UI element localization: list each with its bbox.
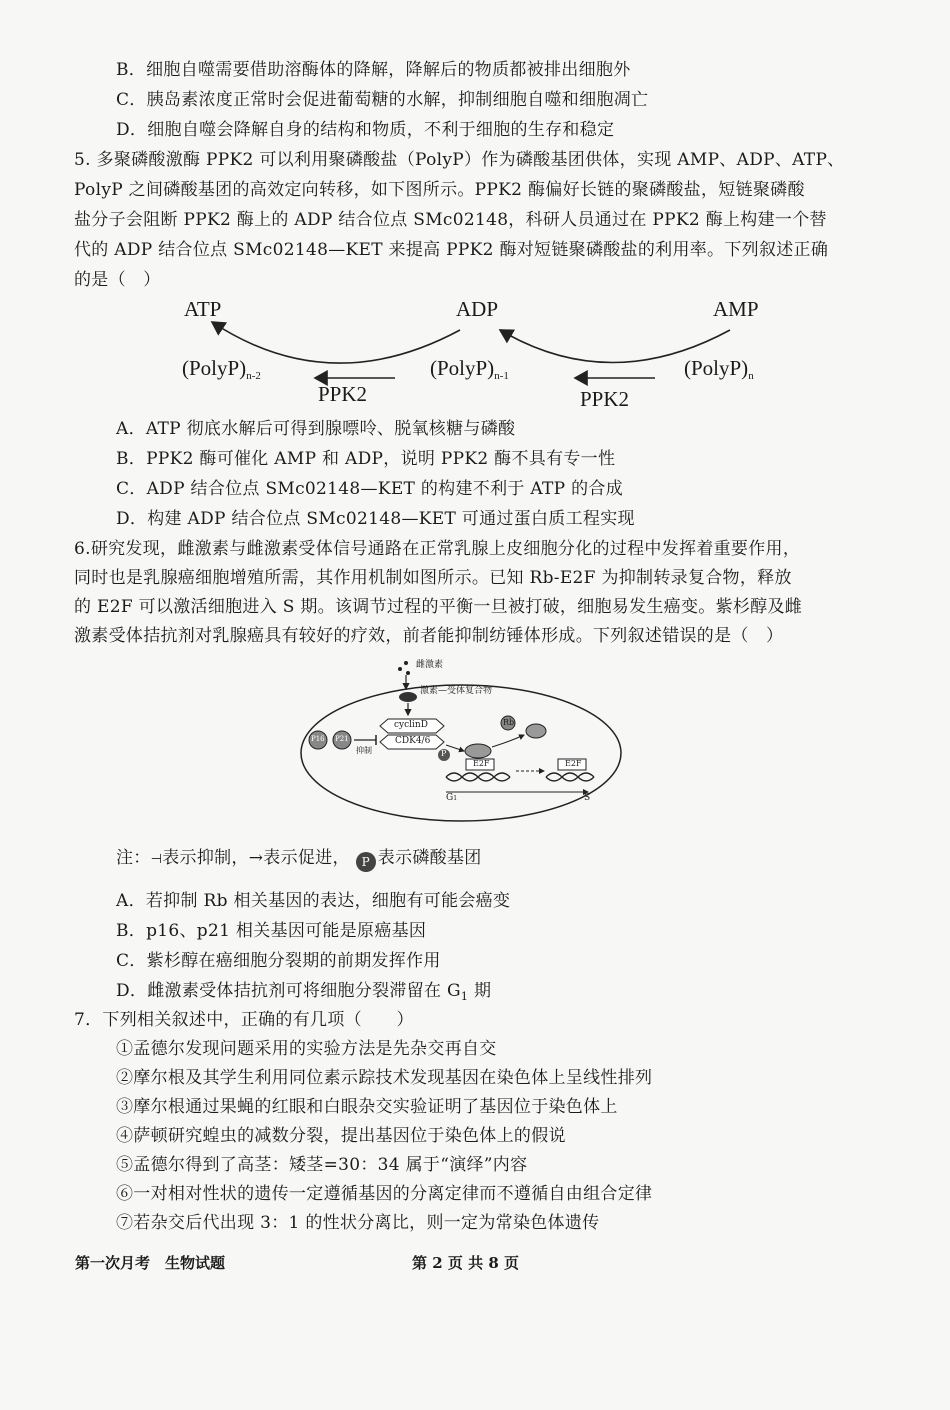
q4-option-b: B．细胞自噬需要借助溶酶体的降解，降解后的物质都被排出细胞外 — [116, 60, 631, 80]
ppk2-right-label: PPK2 — [580, 387, 630, 411]
atp-label: ATP — [184, 297, 222, 321]
p-label: P — [441, 749, 447, 758]
e2f-label-right: E2F — [565, 759, 582, 768]
polyp-n1-label: $(PolyP)_{n-1}$ — [430, 356, 509, 382]
polyp-n-label: $(PolyP)_n$ — [684, 356, 754, 382]
q5-option-a: A．ATP 彻底水解后可得到腺嘌呤、脱氧核糖与磷酸 — [116, 419, 516, 439]
q5-stem-line-1: 5. 多聚磷酸激酶 PPK2 可以利用聚磷酸盐（PolyP）作为磷酸基团供体，实现 AMP、ADP、ATP、 — [74, 150, 845, 170]
footer-exam-title: 第一次月考 生物试题 — [75, 1254, 226, 1272]
dna-left-b — [446, 773, 510, 781]
p21-label: P21 — [335, 735, 349, 743]
adp-label: ADP — [456, 297, 499, 321]
s-label: S — [584, 793, 591, 803]
q5-stem-line-2: PolyP 之间磷酸基团的高效定向转移，如下图所示。PPK2 酶偏好长链的聚磷酸盐，短链聚磷酸 — [74, 180, 805, 200]
q6-option-a: A．若抑制 Rb 相关基因的表达，细胞有可能会癌变 — [116, 891, 511, 911]
q7-item-2: ②摩尔根及其学生利用同位素示踪技术发现基因在染色体上呈线性排列 — [116, 1068, 653, 1088]
q6-stem-line-2: 同时也是乳腺癌细胞增殖所需，其作用机制如图所示。已知 Rb-E2F 为抑制转录复合物，释放 — [74, 568, 792, 588]
cdk-label: CDK4/6 — [395, 736, 431, 746]
q7-item-3: ③摩尔根通过果蝇的红眼和白眼杂交实验证明了基因位于染色体上 — [116, 1097, 618, 1117]
q7-item-7: ⑦若杂交后代出现 3：1 的性状分离比，则一定为常染色体遗传 — [116, 1213, 600, 1233]
hormone-dot — [398, 667, 402, 671]
q6-stem-line-1: 6.研究发现，雌激素与雌激素受体信号通路在正常乳腺上皮细胞分化的过程中发挥着重要作用， — [74, 539, 801, 559]
p16-label: P16 — [311, 735, 325, 743]
q6-option-b: B．p16、p21 相关基因可能是原癌基因 — [116, 921, 427, 941]
estrogen-pathway-figure — [296, 655, 626, 830]
q7-item-1: ①孟德尔发现问题采用的实验方法是先杂交再自交 — [116, 1039, 497, 1059]
q6-stem-line-4: 激素受体拮抗剂对乳腺癌具有较好的疗效，前者能抑制纺锤体形成。下列叙述错误的是（ ） — [74, 626, 784, 646]
dna-right-b — [546, 773, 594, 781]
q7-item-4: ④萨顿研究蝗虫的减数分裂，提出基因位于染色体上的假说 — [116, 1126, 566, 1146]
complex-label: 激素—受体复合物 — [420, 686, 493, 696]
inhibit-symbol-icon: ⊣ — [150, 852, 163, 867]
receptor-complex — [399, 692, 417, 702]
cdk-arrow — [446, 745, 464, 751]
q6-option-d: D．雌激素受体拮抗剂可将细胞分裂滞留在 $G_1$ 期 — [116, 981, 492, 1003]
q5-stem-line-5: 的是（ ） — [74, 270, 161, 290]
hormone-dot — [404, 661, 408, 665]
rb-e2f-complex — [465, 744, 491, 758]
amp-label: AMP — [713, 297, 759, 321]
q4-option-d: D．细胞自噬会降解自身的结构和物质，不利于细胞的生存和稳定 — [116, 120, 615, 140]
q5-option-c: C．ADP 结合位点 SMc02148—KET 的构建不利于 ATP 的合成 — [116, 479, 623, 499]
phosphate-icon: P — [356, 852, 376, 872]
q5-stem-line-4: 代的 ADP 结合位点 SMc02148—KET 来提高 PPK2 酶对短链聚磷酸盐的利用率。下列叙述正确 — [74, 240, 829, 260]
cyclind-label: cyclinD — [394, 720, 428, 730]
q7-stem: 7．下列相关叙述中，正确的有几项（ ） — [74, 1010, 414, 1030]
q7-item-6: ⑥一对相对性状的遗传一定遵循基因的分离定律而不遵循自由组合定律 — [116, 1184, 653, 1204]
q6-option-c: C．紫杉醇在癌细胞分裂期的前期发挥作用 — [116, 951, 441, 971]
q4-option-c: C．胰岛素浓度正常时会促进葡萄糖的水解，抑制细胞自噬和细胞凋亡 — [116, 90, 649, 110]
g1-label: G1 — [446, 793, 458, 803]
q5-option-d: D．构建 ADP 结合位点 SMc02148—KET 可通过蛋白质工程实现 — [116, 509, 635, 529]
rb-label: Rb — [503, 718, 515, 727]
release-arrow — [492, 735, 524, 747]
q5-option-b: B．PPK2 酶可催化 AMP 和 ADP，说明 PPK2 酶不具有专一性 — [116, 449, 616, 469]
q7-item-5: ⑤孟德尔得到了高茎：矮茎=30：34 属于“演绎”内容 — [116, 1155, 528, 1175]
q6-stem-line-3: 的 E2F 可以激活细胞进入 S 期。该调节过程的平衡一旦被打破，细胞易发生癌变。紫杉醇及雌 — [74, 597, 803, 617]
dna-right — [546, 773, 594, 781]
e2f-label-left: E2F — [473, 759, 490, 768]
cell-membrane — [301, 685, 621, 821]
q5-stem-line-3: 盐分子会阻断 PPK2 酶上的 ADP 结合位点 SMc02148，科研人员通过在 PPK2 酶上构建一个替 — [74, 210, 827, 230]
polyp-n2-label: $(PolyP)_{n-2}$ — [182, 356, 261, 382]
footer-page-number: 第 2 页 共 8 页 — [412, 1254, 519, 1272]
inhibit-label: 抑制 — [356, 746, 372, 755]
hormone-dot — [406, 671, 410, 675]
hormone-label: 雌激素 — [416, 660, 444, 670]
ppk2-left-label: PPK2 — [318, 382, 368, 406]
q6-note: 注：⊣表示抑制，→表示促进， P 表示磷酸基团 — [116, 847, 482, 872]
rb-phospho-right — [526, 724, 546, 738]
